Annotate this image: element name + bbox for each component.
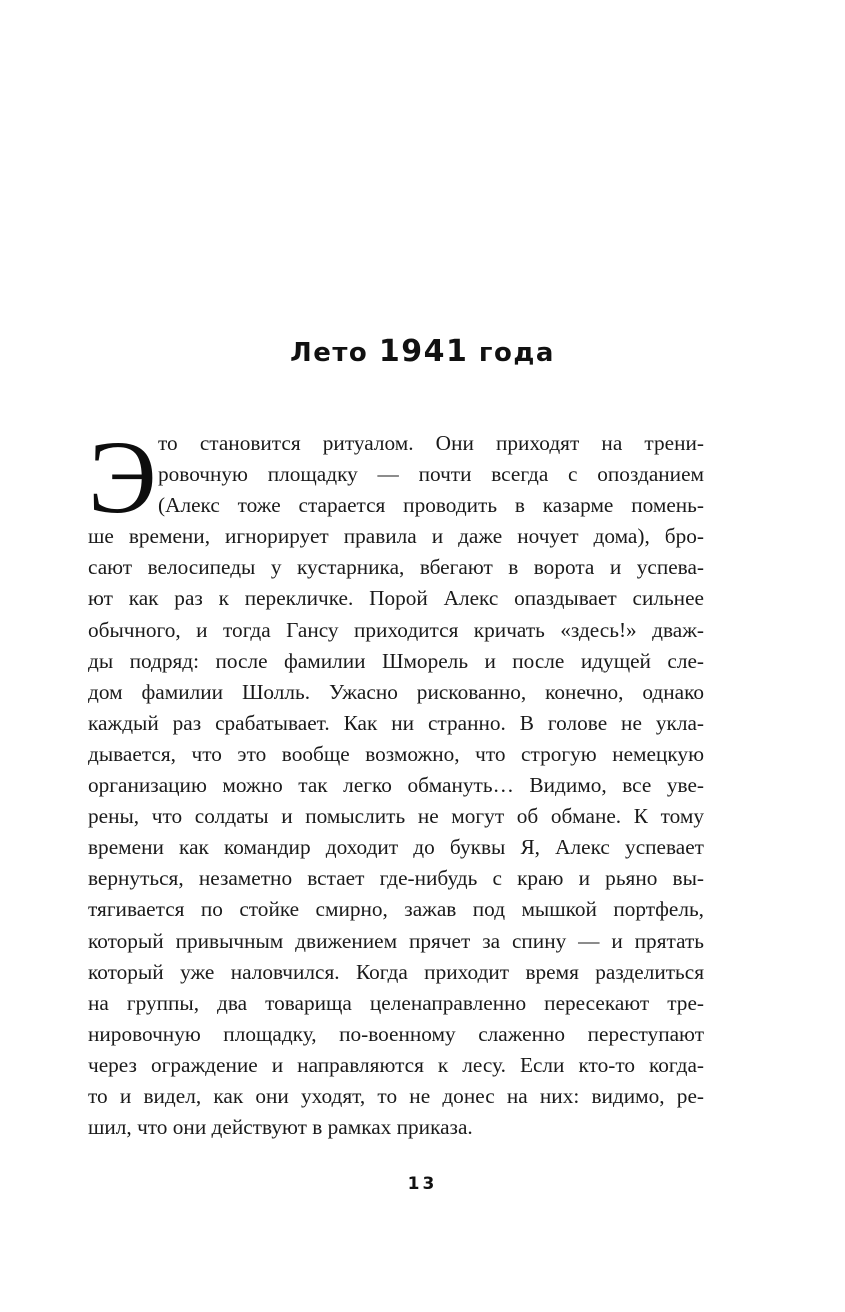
text-line: на группы, два товарища целенаправленно пересекают тре- [88, 990, 704, 1015]
text-line: нировочную площадку, по-военному слаженно переступают [88, 1021, 704, 1046]
text-line: дом фамилии Шолль. Ужасно рискованно, конечно, однако [88, 679, 704, 704]
page-number: 13 [407, 1174, 438, 1194]
text-line: организацию можно так легко обмануть… Видимо, все уве- [88, 773, 704, 798]
text-line: то становится ритуалом. Они приходят на трени- [158, 431, 704, 455]
text-line: (Алекс тоже старается проводить в казарме помень- [158, 493, 704, 518]
body-paragraph [88, 420, 704, 1143]
text-line: ше времени, игнорирует правила и даже ночует дома), бро- [88, 524, 704, 549]
drop-cap: Э [88, 420, 157, 535]
text-line: дывается, что это вообще возможно, что строгую немецкую [88, 741, 704, 766]
text-line: ды подряд: после фамилии Шморель и после идущей сле- [88, 648, 704, 673]
text-line: вернуться, незаметно встает где-нибудь с краю и рьяно вы- [88, 866, 704, 891]
text-line: который уже наловчился. Когда приходит время разделиться [88, 959, 704, 984]
text-line: то и видел, как они уходят, то не донес на них: видимо, ре- [88, 1083, 704, 1108]
text-line: времени как командир доходит до буквы Я, Алекс успевает [88, 835, 704, 860]
text-line: сают велосипеды у кустарника, вбегают в ворота и успева- [88, 555, 704, 580]
chapter-title-suffix: года [478, 338, 555, 368]
text-line: шил, что они действуют в рамках приказа. [88, 1115, 473, 1140]
text-line: рены, что солдаты и помыслить не могут об обмане. К тому [88, 804, 704, 829]
text-line: обычного, и тогда Гансу приходится кричать «здесь!» дваж- [88, 617, 704, 642]
text-line: через ограждение и направляются к лесу. Если кто-то когда- [88, 1052, 704, 1077]
text-line: каждый раз срабатывает. Как ни странно. В голове не укла- [88, 710, 704, 735]
chapter-title [0, 334, 845, 369]
text-line: тягивается по стойке смирно, зажав под мышкой портфель, [88, 897, 704, 922]
chapter-title-word: Лето [290, 338, 369, 368]
text-line: который привычным движением прячет за спину — и прятать [88, 928, 704, 953]
chapter-title-year: 1941 [378, 334, 469, 369]
text-line: ровочную площадку — почти всегда с опозданием [158, 462, 704, 487]
text-line: ют как раз к перекличке. Порой Алекс опаздывает сильнее [88, 586, 704, 611]
